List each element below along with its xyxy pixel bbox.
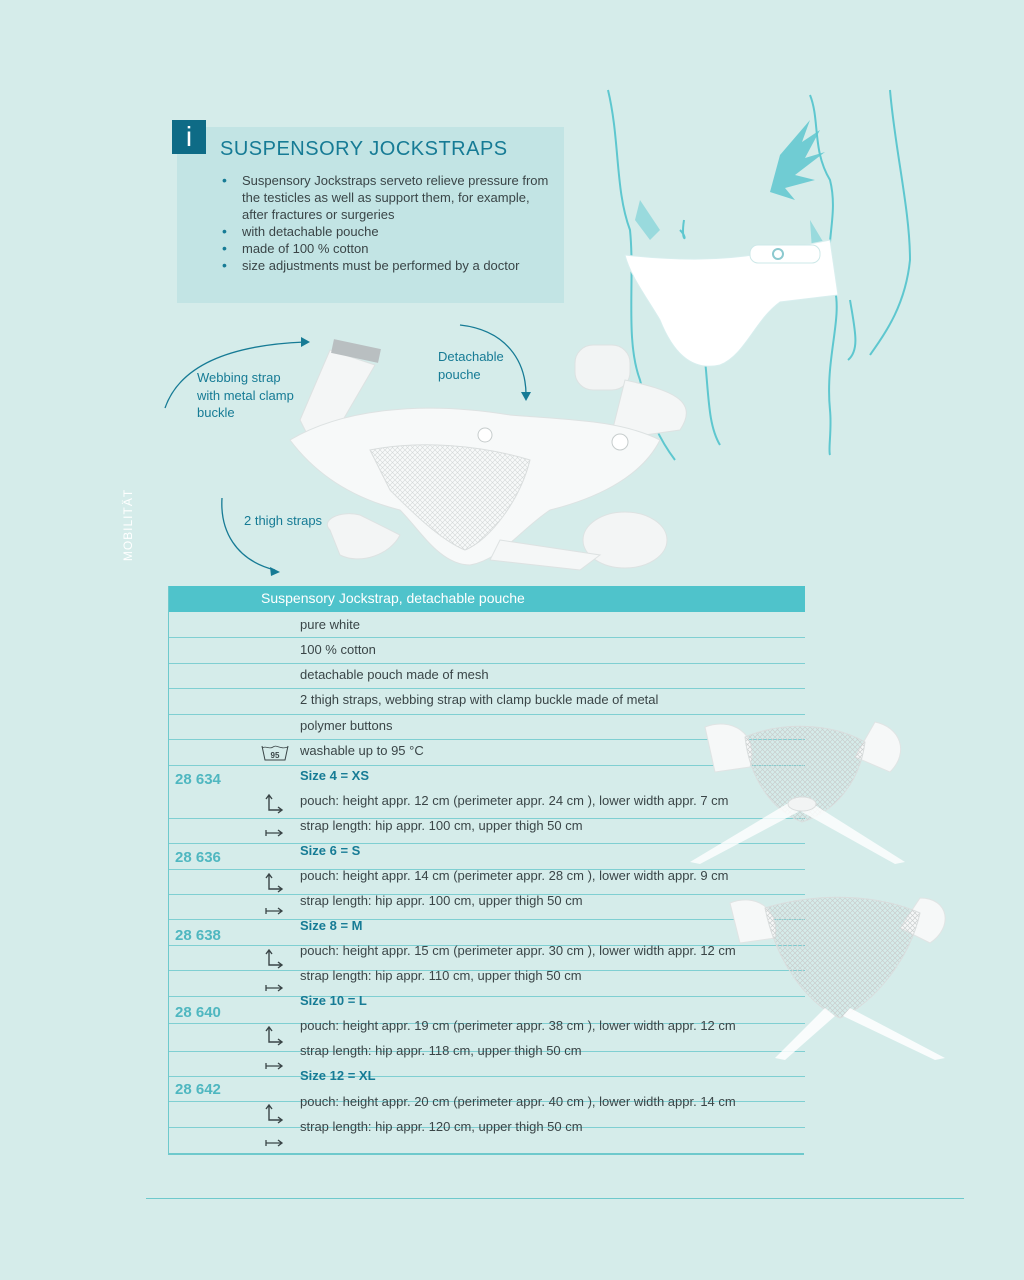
section-side-tab — [122, 480, 150, 570]
thigh-arrow — [222, 498, 275, 570]
table-header — [169, 586, 805, 612]
bullet-item: • size adjustments must be performed by a doctor — [220, 257, 555, 274]
annotation-webbing-strap: Webbing strap with metal clamp buckle — [197, 370, 294, 420]
size-label: Size 4 = XS — [300, 768, 370, 783]
pouch-dimensions: pouch: height appr. 14 cm (perimeter appr. 28 cm ), lower width appr. 9 cm — [300, 868, 729, 883]
size-label: Size 6 = S — [300, 843, 361, 858]
feature-bullet-list — [220, 172, 555, 274]
size-label: Size 10 = L — [300, 993, 367, 1008]
pouch-photo-large — [725, 888, 955, 1063]
bullet-item: • made of 100 % cotton — [220, 240, 555, 257]
strap-length: strap length: hip appr. 120 cm, upper thigh 50 cm — [300, 1119, 583, 1134]
strap-length-icon — [265, 828, 285, 838]
strap-length: strap length: hip appr. 110 cm, upper thigh 50 cm — [300, 968, 582, 983]
annotation-detachable-pouch: Detachable pouche — [438, 349, 504, 382]
pouch-dimensions: pouch: height appr. 12 cm (perimeter appr. 24 cm ), lower width appr. 7 cm — [300, 793, 729, 808]
size-label: Size 12 = XL — [300, 1068, 376, 1083]
strap-length-icon — [265, 983, 285, 993]
bullet-item: • with detachable pouche — [220, 223, 555, 240]
article-number: 28 640 — [175, 1004, 221, 1021]
pouch-dimension-icon — [265, 1026, 285, 1046]
size-label: Size 8 = M — [300, 918, 363, 933]
row-divider — [169, 663, 805, 664]
wash-temperature: 95 — [270, 751, 280, 760]
info-icon: i — [172, 120, 206, 154]
feature-material: 100 % cotton — [300, 642, 376, 657]
strap-length-icon — [265, 1061, 285, 1071]
strap-length: strap length: hip appr. 100 cm, upper thigh 50 cm — [300, 818, 583, 833]
article-number: 28 638 — [175, 927, 221, 944]
article-number: 28 634 — [175, 771, 221, 788]
row-divider — [169, 996, 805, 997]
pouch-dimension-icon — [265, 873, 285, 893]
pouch-dimensions: pouch: height appr. 15 cm (perimeter appr. 30 cm ), lower width appr. 12 cm — [300, 943, 736, 958]
footer-rule — [146, 1198, 964, 1199]
arrow-head-icon — [521, 392, 531, 401]
section-label: MOBILITÄT — [121, 488, 136, 562]
feature-buttons: polymer buttons — [300, 718, 393, 733]
table-title: Suspensory Jockstrap, detachable pouche — [261, 590, 525, 606]
pouch-dimensions: pouch: height appr. 20 cm (perimeter appr. 40 cm ), lower width appr. 14 cm — [300, 1094, 736, 1109]
pouch-dimension-icon — [265, 794, 285, 814]
arrow-head-icon — [270, 567, 280, 576]
feature-color: pure white — [300, 617, 360, 632]
row-divider — [169, 919, 805, 920]
spec-table — [168, 586, 804, 1155]
page-title: SUSPENSORY JOCKSTRAPS — [220, 138, 508, 160]
article-number: 28 642 — [175, 1081, 221, 1098]
pouch-dimensions: pouch: height appr. 19 cm (perimeter appr. 38 cm ), lower width appr. 12 cm — [300, 1018, 736, 1033]
wash-95-icon — [261, 744, 289, 762]
pouch-dimension-icon — [265, 1104, 285, 1124]
strap-length-icon — [265, 906, 285, 916]
bullet-item: • Suspensory Jockstraps serveto relieve pressure from the testicles as well as support them, for example, after fractures or surgeries — [220, 172, 555, 223]
feature-washable: washable up to 95 °C — [300, 743, 424, 758]
strap-length: strap length: hip appr. 118 cm, upper thigh 50 cm — [300, 1043, 582, 1058]
strap-length: strap length: hip appr. 100 cm, upper thigh 50 cm — [300, 893, 583, 908]
row-divider — [169, 637, 805, 638]
strap-length-icon — [265, 1138, 285, 1148]
pouch-photo-small — [690, 712, 915, 867]
annotation-thigh-straps: 2 thigh straps — [244, 513, 323, 528]
arrow-head-icon — [301, 337, 310, 347]
article-number: 28 636 — [175, 849, 221, 866]
feature-straps: 2 thigh straps, webbing strap with clamp buckle made of metal — [300, 692, 659, 707]
row-divider — [169, 1076, 805, 1077]
pouch-dimension-icon — [265, 949, 285, 969]
row-divider — [169, 688, 805, 689]
feature-pouch: detachable pouch made of mesh — [300, 667, 489, 682]
